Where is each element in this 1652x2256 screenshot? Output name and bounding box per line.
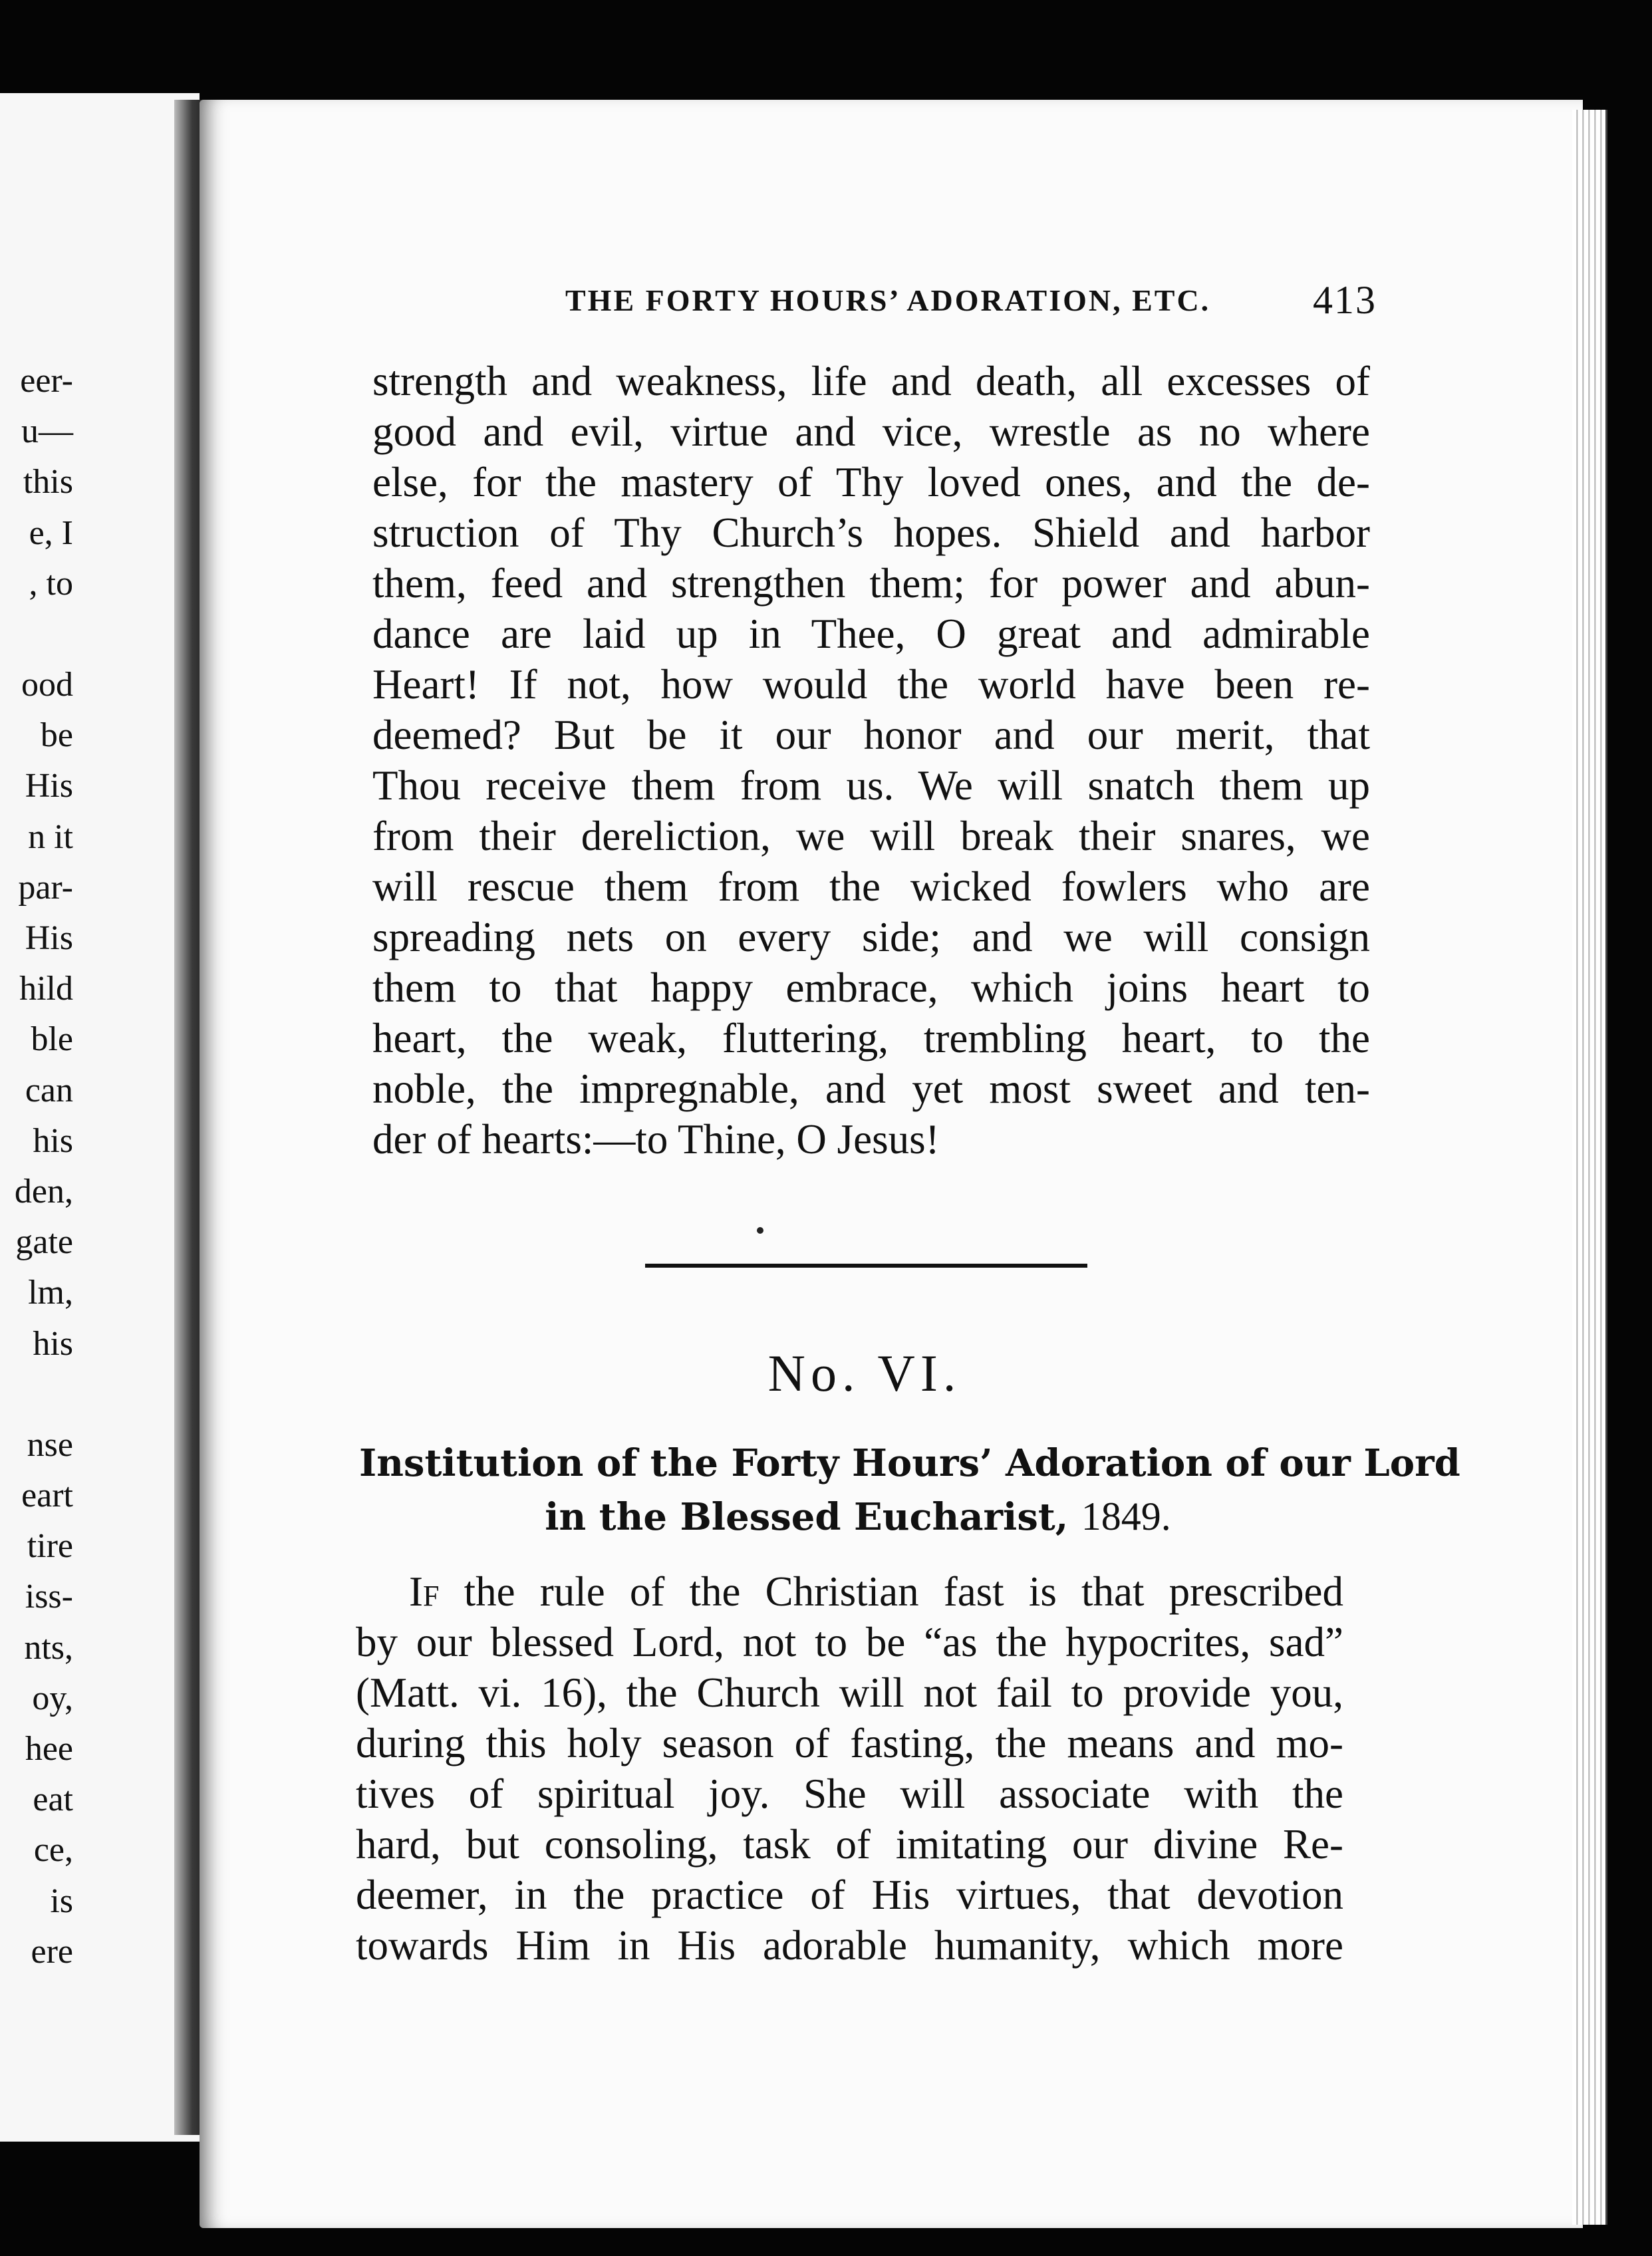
page-number: 413 [1313, 278, 1377, 322]
paragraph-1-line: deemed? But be it our honor and our merit, that [372, 712, 1370, 758]
left-fragment-line: his [33, 1324, 73, 1363]
paragraph-2-line-1-rest: the rule of the Christian fast is that prescribed [439, 1568, 1343, 1615]
paragraph-2-line: during this holy season of fasting, the means and mo- [356, 1720, 1343, 1766]
paragraph-2-line: tives of spiritual joy. She will associate with the [356, 1770, 1343, 1817]
left-fragment-line: ble [31, 1020, 73, 1059]
paragraph-2-line-1 [356, 1566, 1343, 1617]
left-fragment-line: den, [14, 1173, 73, 1211]
left-fragment-line: this [23, 463, 73, 501]
section-title [359, 1437, 1460, 1544]
paragraph-1-line: dance are laid up in Thee, O great and admirable [372, 611, 1370, 657]
paragraph-1-line: good and evil, virtue and vice, wrestle as no where [372, 408, 1370, 455]
paragraph-1-line: from their dereliction, we will break their snares, we [372, 813, 1370, 859]
left-fragment-line: His [25, 767, 73, 805]
left-fragment-line: hee [25, 1730, 73, 1768]
paragraph-1-line: der of hearts:—to Thine, O Jesus! [372, 1116, 940, 1163]
paragraph-1-line: else, for the mastery of Thy loved ones, and the de- [372, 459, 1370, 505]
left-fragment-line: iss- [25, 1578, 73, 1616]
left-fragment-line: can [25, 1071, 73, 1109]
paragraph-2-line: towards Him in His adorable humanity, which more [356, 1922, 1343, 1969]
section-title-line-2-text: in the Blessed Eucharist, [545, 1495, 1069, 1539]
left-fragment-line: par- [18, 868, 73, 907]
left-fragment-line: ood [21, 666, 73, 704]
left-page-text-fragments [0, 356, 73, 1977]
paragraph-1-line: them to that happy embrace, which joins heart to [372, 964, 1370, 1011]
paragraph-2-line: by our blessed Lord, not to be “as the hypocrites, sad” [356, 1619, 1343, 1665]
paragraph-1-line: will rescue them from the wicked fowlers who are [372, 863, 1370, 910]
paragraph-2 [356, 1566, 1343, 1971]
paragraph-1-line: strength and weakness, life and death, all excesses of [372, 358, 1370, 404]
left-fragment-line: eat [33, 1780, 73, 1819]
paragraph-1-line: them, feed and strengthen them; for power and abun- [372, 560, 1370, 607]
left-fragment-line: nse [27, 1425, 73, 1464]
paragraph-1-line: struction of Thy Church’s hopes. Shield and harbor [372, 509, 1370, 556]
left-fragment-line: be [40, 716, 73, 755]
left-fragment-line: gate [15, 1223, 73, 1262]
paragraph-1-line: noble, the impregnable, and yet most sweet and ten- [372, 1065, 1370, 1112]
left-fragment-line: ce, [33, 1831, 73, 1870]
left-fragment-line: u— [21, 412, 73, 451]
left-fragment-line: tire [27, 1527, 73, 1566]
ornament-dot [757, 1227, 763, 1234]
dropcap-word: If [409, 1568, 440, 1615]
left-fragment-line: ere [31, 1932, 73, 1971]
paragraph-1-line: Heart! If not, how would the world have been re- [372, 661, 1370, 708]
left-fragment-line: his [33, 1121, 73, 1160]
section-title-line-2 [359, 1490, 1357, 1544]
left-fragment-line [0, 609, 73, 660]
left-fragment-line: lm, [28, 1274, 73, 1312]
paragraph-2-line: hard, but consoling, task of imitating our divine Re- [356, 1821, 1343, 1868]
running-head-title: THE FORTY HOURS’ ADORATION, ETC. [565, 283, 1211, 317]
left-fragment-line: His [25, 919, 73, 958]
section-title-year: 1849. [1081, 1494, 1171, 1538]
paragraph-1-line: spreading nets on every side; and we will consign [372, 914, 1370, 960]
section-title-line-1: Institution of the Forty Hours’ Adoration of our Lord [359, 1441, 1460, 1485]
paragraph-1-line: Thou receive them from us. We will snatch them up [372, 762, 1370, 809]
paragraph-2-line: deemer, in the practice of His virtues, that devotion [356, 1872, 1343, 1918]
left-fragment-line: n it [28, 817, 73, 856]
paragraph-2-line: (Matt. vi. 16), the Church will not fail to provide you, [356, 1669, 1343, 1716]
left-fragment-line: eer- [20, 362, 73, 400]
left-fragment-line: eart [21, 1477, 73, 1515]
left-fragment-line: oy, [32, 1679, 73, 1717]
paragraph-1 [372, 356, 1370, 1165]
left-fragment-line [0, 1369, 73, 1420]
paragraph-1-line: heart, the weak, fluttering, trembling heart, to the [372, 1015, 1370, 1061]
left-fragment-line: nts, [24, 1628, 73, 1667]
left-fragment-line: is [50, 1882, 73, 1920]
left-fragment-line: hild [19, 970, 73, 1008]
left-fragment-line: e, I [29, 513, 73, 552]
section-number: No. VI. [767, 1344, 962, 1402]
page-edge [1572, 110, 1607, 2225]
left-fragment-line: , to [29, 564, 73, 603]
section-rule [645, 1264, 1087, 1268]
